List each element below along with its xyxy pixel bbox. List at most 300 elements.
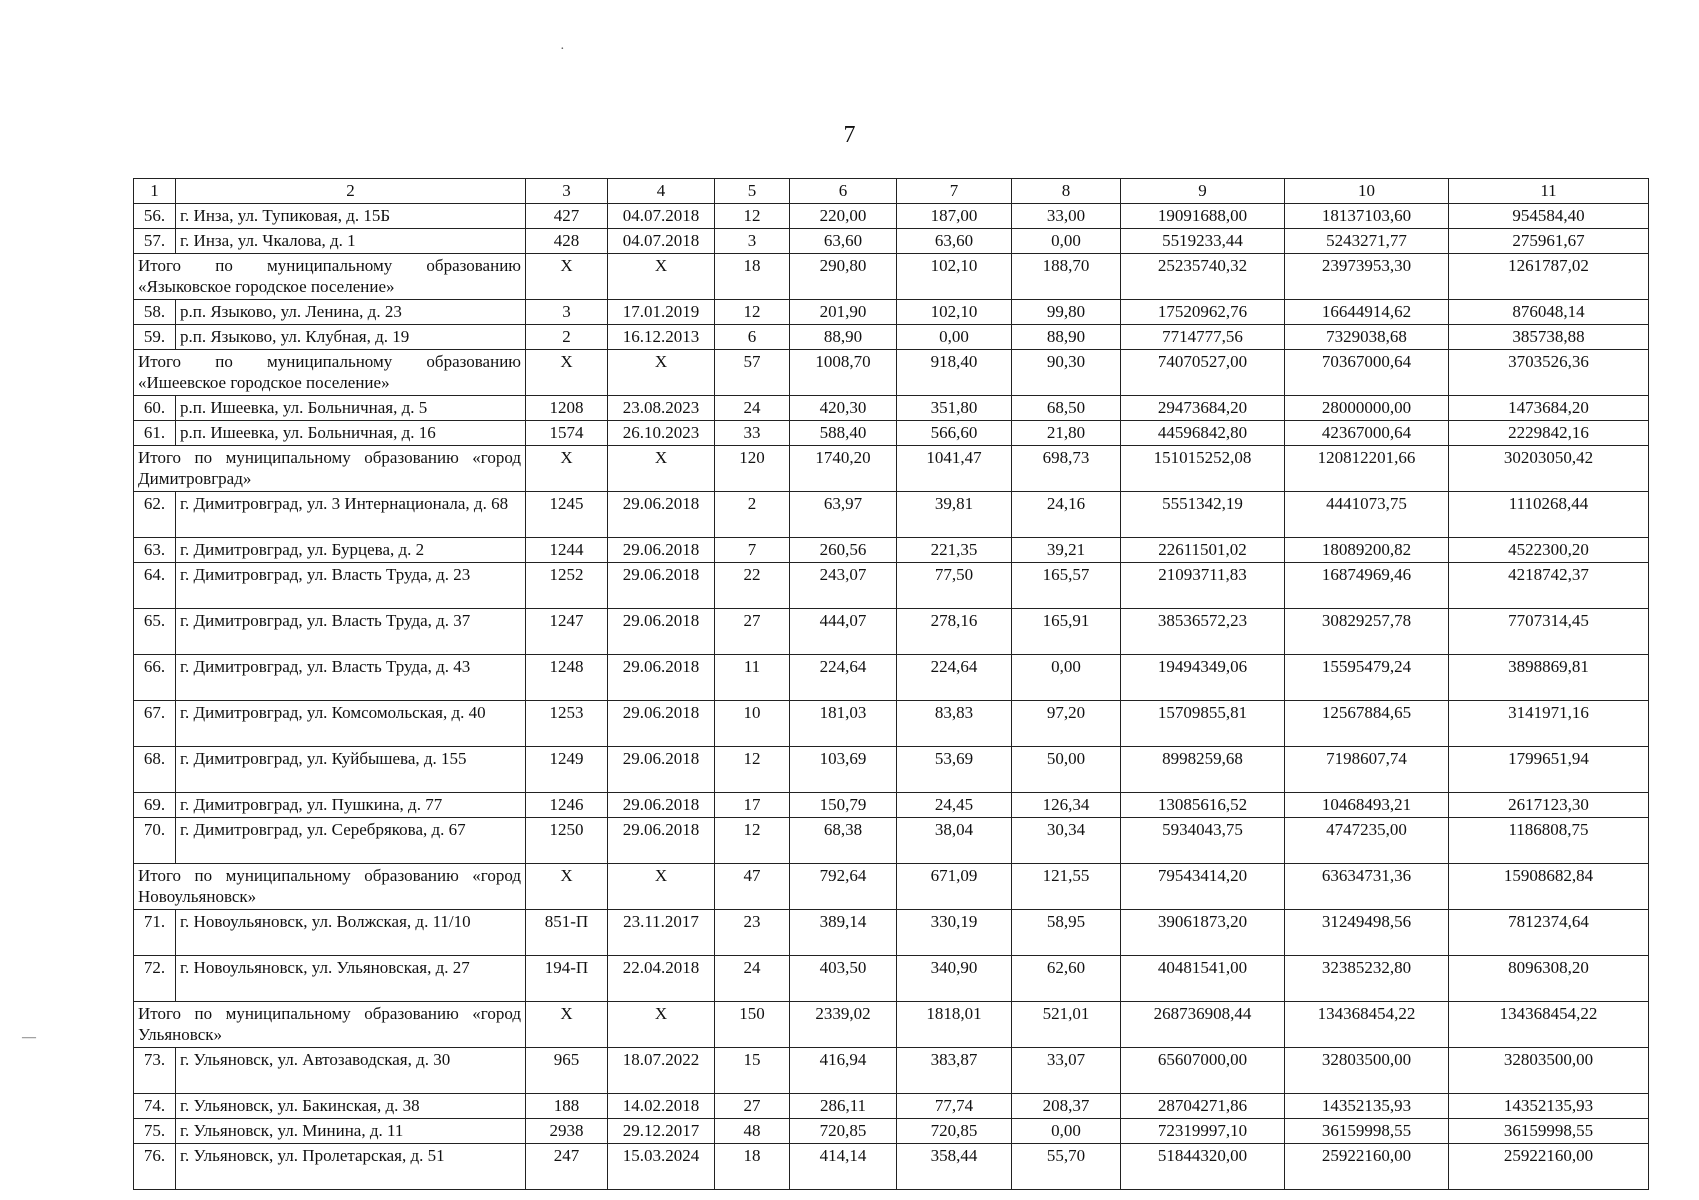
cell-col-4: 04.07.2018 xyxy=(608,229,715,254)
address-cell: г. Димитровград, ул. Серебрякова, д. 67 xyxy=(176,818,526,864)
cell-col-11: 36159998,55 xyxy=(1449,1119,1649,1144)
cell-col-10: 16874969,46 xyxy=(1285,563,1449,609)
subtotal-row xyxy=(134,254,1649,300)
cell-col-7: 278,16 xyxy=(897,609,1012,655)
cell-col-11: 7812374,64 xyxy=(1449,910,1649,956)
cell-col-5: 24 xyxy=(715,956,790,1002)
cell-col-7: 358,44 xyxy=(897,1144,1012,1190)
cell-col-8: 62,60 xyxy=(1012,956,1121,1002)
cell-col-5: 2 xyxy=(715,492,790,538)
cell-col-3: 2938 xyxy=(526,1119,608,1144)
cell-col-7: 224,64 xyxy=(897,655,1012,701)
address-cell: г. Димитровград, ул. Куйбышева, д. 155 xyxy=(176,747,526,793)
cell-col-4: 17.01.2019 xyxy=(608,300,715,325)
cell-col-10: 4747235,00 xyxy=(1285,818,1449,864)
cell-col-7: 1818,01 xyxy=(897,1002,1012,1048)
table-row xyxy=(134,538,1649,563)
cell-col-10: 63634731,36 xyxy=(1285,864,1449,910)
cell-col-10: 42367000,64 xyxy=(1285,421,1449,446)
cell-col-7: 53,69 xyxy=(897,747,1012,793)
cell-col-5: 12 xyxy=(715,818,790,864)
cell-col-5: 7 xyxy=(715,538,790,563)
cell-col-6: 1740,20 xyxy=(790,446,897,492)
cell-col-10: 120812201,66 xyxy=(1285,446,1449,492)
row-number: 65. xyxy=(134,609,176,655)
cell-col-4: X xyxy=(608,446,715,492)
cell-col-11: 3703526,36 xyxy=(1449,350,1649,396)
cell-col-8: 88,90 xyxy=(1012,325,1121,350)
cell-col-4: 14.02.2018 xyxy=(608,1094,715,1119)
cell-col-4: 29.06.2018 xyxy=(608,747,715,793)
cell-col-6: 63,60 xyxy=(790,229,897,254)
table-row xyxy=(134,204,1649,229)
cell-col-4: 29.06.2018 xyxy=(608,793,715,818)
cell-col-6: 286,11 xyxy=(790,1094,897,1119)
cell-col-5: 12 xyxy=(715,204,790,229)
row-number: 76. xyxy=(134,1144,176,1190)
cell-col-7: 187,00 xyxy=(897,204,1012,229)
table-row xyxy=(134,1144,1649,1190)
row-number: 57. xyxy=(134,229,176,254)
cell-col-6: 403,50 xyxy=(790,956,897,1002)
cell-col-7: 340,90 xyxy=(897,956,1012,1002)
cell-col-11: 1473684,20 xyxy=(1449,396,1649,421)
cell-col-7: 1041,47 xyxy=(897,446,1012,492)
cell-col-7: 671,09 xyxy=(897,864,1012,910)
cell-col-8: 0,00 xyxy=(1012,655,1121,701)
cell-col-7: 63,60 xyxy=(897,229,1012,254)
cell-col-6: 220,00 xyxy=(790,204,897,229)
cell-col-9: 74070527,00 xyxy=(1121,350,1285,396)
address-cell: г. Новоульяновск, ул. Ульяновская, д. 27 xyxy=(176,956,526,1002)
table-row xyxy=(134,655,1649,701)
cell-col-10: 25922160,00 xyxy=(1285,1144,1449,1190)
address-cell: р.п. Языково, ул. Клубная, д. 19 xyxy=(176,325,526,350)
cell-col-7: 102,10 xyxy=(897,254,1012,300)
table-row xyxy=(134,910,1649,956)
cell-col-11: 2229842,16 xyxy=(1449,421,1649,446)
cell-col-6: 2339,02 xyxy=(790,1002,897,1048)
cell-col-8: 126,34 xyxy=(1012,793,1121,818)
cell-col-11: 1186808,75 xyxy=(1449,818,1649,864)
header-cell: 9 xyxy=(1121,179,1285,204)
cell-col-8: 21,80 xyxy=(1012,421,1121,446)
cell-col-8: 33,07 xyxy=(1012,1048,1121,1094)
cell-col-9: 268736908,44 xyxy=(1121,1002,1285,1048)
cell-col-7: 351,80 xyxy=(897,396,1012,421)
cell-col-6: 243,07 xyxy=(790,563,897,609)
cell-col-5: 6 xyxy=(715,325,790,350)
table-row xyxy=(134,229,1649,254)
row-number: 59. xyxy=(134,325,176,350)
cell-col-10: 18089200,82 xyxy=(1285,538,1449,563)
cell-col-9: 5934043,75 xyxy=(1121,818,1285,864)
cell-col-5: 3 xyxy=(715,229,790,254)
cell-col-3: 1252 xyxy=(526,563,608,609)
address-cell: г. Димитровград, ул. Бурцева, д. 2 xyxy=(176,538,526,563)
address-cell: г. Димитровград, ул. Пушкина, д. 77 xyxy=(176,793,526,818)
cell-col-10: 7329038,68 xyxy=(1285,325,1449,350)
row-number: 75. xyxy=(134,1119,176,1144)
row-number: 64. xyxy=(134,563,176,609)
table-row xyxy=(134,1119,1649,1144)
header-cell: 3 xyxy=(526,179,608,204)
cell-col-7: 330,19 xyxy=(897,910,1012,956)
cell-col-10: 4441073,75 xyxy=(1285,492,1449,538)
cell-col-4: 16.12.2013 xyxy=(608,325,715,350)
cell-col-11: 15908682,84 xyxy=(1449,864,1649,910)
cell-col-8: 90,30 xyxy=(1012,350,1121,396)
cell-col-5: 23 xyxy=(715,910,790,956)
cell-col-3: 1246 xyxy=(526,793,608,818)
cell-col-5: 17 xyxy=(715,793,790,818)
address-cell: г. Ульяновск, ул. Бакинская, д. 38 xyxy=(176,1094,526,1119)
cell-col-11: 1110268,44 xyxy=(1449,492,1649,538)
cell-col-10: 31249498,56 xyxy=(1285,910,1449,956)
cell-col-3: 1244 xyxy=(526,538,608,563)
row-number: 71. xyxy=(134,910,176,956)
row-number: 69. xyxy=(134,793,176,818)
row-number: 58. xyxy=(134,300,176,325)
cell-col-5: 27 xyxy=(715,609,790,655)
cell-col-5: 27 xyxy=(715,1094,790,1119)
cell-col-10: 32803500,00 xyxy=(1285,1048,1449,1094)
cell-col-11: 30203050,42 xyxy=(1449,446,1649,492)
table-row xyxy=(134,701,1649,747)
table-row xyxy=(134,300,1649,325)
cell-col-7: 38,04 xyxy=(897,818,1012,864)
cell-col-10: 32385232,80 xyxy=(1285,956,1449,1002)
cell-col-4: 29.06.2018 xyxy=(608,701,715,747)
address-cell: р.п. Ишеевка, ул. Больничная, д. 5 xyxy=(176,396,526,421)
cell-col-6: 150,79 xyxy=(790,793,897,818)
address-cell: р.п. Языково, ул. Ленина, д. 23 xyxy=(176,300,526,325)
cell-col-9: 17520962,76 xyxy=(1121,300,1285,325)
table-row xyxy=(134,563,1649,609)
cell-col-6: 260,56 xyxy=(790,538,897,563)
subtotal-label: Итого по муниципальному образованию «город Ульяновск» xyxy=(134,1002,526,1048)
subtotal-row xyxy=(134,446,1649,492)
cell-col-6: 588,40 xyxy=(790,421,897,446)
cell-col-10: 12567884,65 xyxy=(1285,701,1449,747)
cell-col-6: 201,90 xyxy=(790,300,897,325)
subtotal-label: Итого по муниципальному образованию «город Новоульяновск» xyxy=(134,864,526,910)
table-row xyxy=(134,747,1649,793)
cell-col-5: 33 xyxy=(715,421,790,446)
cell-col-7: 720,85 xyxy=(897,1119,1012,1144)
cell-col-9: 21093711,83 xyxy=(1121,563,1285,609)
cell-col-11: 25922160,00 xyxy=(1449,1144,1649,1190)
cell-col-11: 134368454,22 xyxy=(1449,1002,1649,1048)
row-number: 68. xyxy=(134,747,176,793)
cell-col-7: 83,83 xyxy=(897,701,1012,747)
cell-col-8: 165,57 xyxy=(1012,563,1121,609)
cell-col-9: 40481541,00 xyxy=(1121,956,1285,1002)
cell-col-11: 385738,88 xyxy=(1449,325,1649,350)
cell-col-7: 77,74 xyxy=(897,1094,1012,1119)
row-number: 67. xyxy=(134,701,176,747)
cell-col-4: 29.06.2018 xyxy=(608,609,715,655)
address-cell: р.п. Ишеевка, ул. Больничная, д. 16 xyxy=(176,421,526,446)
cell-col-9: 28704271,86 xyxy=(1121,1094,1285,1119)
row-number: 63. xyxy=(134,538,176,563)
cell-col-3: 2 xyxy=(526,325,608,350)
row-number: 60. xyxy=(134,396,176,421)
cell-col-9: 151015252,08 xyxy=(1121,446,1285,492)
address-cell: г. Ульяновск, ул. Пролетарская, д. 51 xyxy=(176,1144,526,1190)
cell-col-10: 14352135,93 xyxy=(1285,1094,1449,1119)
cell-col-11: 3141971,16 xyxy=(1449,701,1649,747)
header-cell: 4 xyxy=(608,179,715,204)
header-cell: 7 xyxy=(897,179,1012,204)
row-number: 62. xyxy=(134,492,176,538)
cell-col-7: 383,87 xyxy=(897,1048,1012,1094)
cell-col-4: 23.11.2017 xyxy=(608,910,715,956)
cell-col-8: 0,00 xyxy=(1012,1119,1121,1144)
cell-col-5: 150 xyxy=(715,1002,790,1048)
cell-col-8: 24,16 xyxy=(1012,492,1121,538)
row-number: 70. xyxy=(134,818,176,864)
cell-col-3: 1247 xyxy=(526,609,608,655)
address-cell: г. Ульяновск, ул. Автозаводская, д. 30 xyxy=(176,1048,526,1094)
cell-col-10: 30829257,78 xyxy=(1285,609,1449,655)
header-row xyxy=(134,179,1649,204)
cell-col-7: 39,81 xyxy=(897,492,1012,538)
cell-col-4: 29.06.2018 xyxy=(608,818,715,864)
cell-col-5: 18 xyxy=(715,1144,790,1190)
cell-col-4: 15.03.2024 xyxy=(608,1144,715,1190)
cell-col-9: 19091688,00 xyxy=(1121,204,1285,229)
cell-col-11: 275961,67 xyxy=(1449,229,1649,254)
cell-col-4: X xyxy=(608,254,715,300)
header-cell: 6 xyxy=(790,179,897,204)
cell-col-4: 04.07.2018 xyxy=(608,204,715,229)
subtotal-label: Итого по муниципальному образованию «город Димитровград» xyxy=(134,446,526,492)
cell-col-8: 99,80 xyxy=(1012,300,1121,325)
cell-col-10: 28000000,00 xyxy=(1285,396,1449,421)
cell-col-4: 29.12.2017 xyxy=(608,1119,715,1144)
cell-col-8: 208,37 xyxy=(1012,1094,1121,1119)
cell-col-4: X xyxy=(608,864,715,910)
cell-col-4: X xyxy=(608,1002,715,1048)
cell-col-6: 1008,70 xyxy=(790,350,897,396)
cell-col-10: 7198607,74 xyxy=(1285,747,1449,793)
subtotal-row xyxy=(134,1002,1649,1048)
cell-col-11: 3898869,81 xyxy=(1449,655,1649,701)
cell-col-3: 194-П xyxy=(526,956,608,1002)
cell-col-6: 444,07 xyxy=(790,609,897,655)
row-number: 74. xyxy=(134,1094,176,1119)
address-cell: г. Инза, ул. Чкалова, д. 1 xyxy=(176,229,526,254)
cell-col-5: 120 xyxy=(715,446,790,492)
cell-col-3: 1245 xyxy=(526,492,608,538)
cell-col-3: X xyxy=(526,446,608,492)
cell-col-11: 4522300,20 xyxy=(1449,538,1649,563)
table-row xyxy=(134,1048,1649,1094)
subtotal-label: Итого по муниципальному образованию «Языковское городское поселение» xyxy=(134,254,526,300)
cell-col-4: 26.10.2023 xyxy=(608,421,715,446)
cell-col-8: 55,70 xyxy=(1012,1144,1121,1190)
cell-col-11: 954584,40 xyxy=(1449,204,1649,229)
cell-col-5: 18 xyxy=(715,254,790,300)
cell-col-9: 5551342,19 xyxy=(1121,492,1285,538)
header-cell: 2 xyxy=(176,179,526,204)
cell-col-8: 39,21 xyxy=(1012,538,1121,563)
page-number: 7 xyxy=(843,122,856,148)
cell-col-9: 7714777,56 xyxy=(1121,325,1285,350)
cell-col-7: 77,50 xyxy=(897,563,1012,609)
cell-col-9: 65607000,00 xyxy=(1121,1048,1285,1094)
cell-col-3: 1253 xyxy=(526,701,608,747)
cell-col-3: 428 xyxy=(526,229,608,254)
cell-col-6: 290,80 xyxy=(790,254,897,300)
cell-col-5: 15 xyxy=(715,1048,790,1094)
cell-col-3: X xyxy=(526,864,608,910)
cell-col-4: 18.07.2022 xyxy=(608,1048,715,1094)
cell-col-9: 29473684,20 xyxy=(1121,396,1285,421)
header-cell: 5 xyxy=(715,179,790,204)
cell-col-11: 4218742,37 xyxy=(1449,563,1649,609)
cell-col-3: 1248 xyxy=(526,655,608,701)
cell-col-9: 5519233,44 xyxy=(1121,229,1285,254)
cell-col-8: 698,73 xyxy=(1012,446,1121,492)
cell-col-7: 24,45 xyxy=(897,793,1012,818)
cell-col-7: 918,40 xyxy=(897,350,1012,396)
address-cell: г. Димитровград, ул. Власть Труда, д. 43 xyxy=(176,655,526,701)
cell-col-6: 416,94 xyxy=(790,1048,897,1094)
cell-col-9: 72319997,10 xyxy=(1121,1119,1285,1144)
cell-col-9: 19494349,06 xyxy=(1121,655,1285,701)
table-row xyxy=(134,421,1649,446)
cell-col-3: 427 xyxy=(526,204,608,229)
cell-col-6: 68,38 xyxy=(790,818,897,864)
subtotal-row xyxy=(134,864,1649,910)
cell-col-5: 10 xyxy=(715,701,790,747)
cell-col-4: 23.08.2023 xyxy=(608,396,715,421)
cell-col-5: 57 xyxy=(715,350,790,396)
row-number: 72. xyxy=(134,956,176,1002)
cell-col-9: 22611501,02 xyxy=(1121,538,1285,563)
cell-col-8: 521,01 xyxy=(1012,1002,1121,1048)
cell-col-8: 188,70 xyxy=(1012,254,1121,300)
cell-col-4: X xyxy=(608,350,715,396)
row-number: 56. xyxy=(134,204,176,229)
cell-col-8: 165,91 xyxy=(1012,609,1121,655)
cell-col-6: 720,85 xyxy=(790,1119,897,1144)
table-body xyxy=(134,204,1649,1190)
cell-col-3: X xyxy=(526,254,608,300)
address-cell: г. Инза, ул. Тупиковая, д. 15Б xyxy=(176,204,526,229)
cell-col-9: 39061873,20 xyxy=(1121,910,1285,956)
address-cell: г. Ульяновск, ул. Минина, д. 11 xyxy=(176,1119,526,1144)
table-row xyxy=(134,492,1649,538)
cell-col-5: 22 xyxy=(715,563,790,609)
cell-col-8: 97,20 xyxy=(1012,701,1121,747)
row-number: 73. xyxy=(134,1048,176,1094)
cell-col-9: 25235740,32 xyxy=(1121,254,1285,300)
cell-col-5: 12 xyxy=(715,300,790,325)
cell-col-10: 5243271,77 xyxy=(1285,229,1449,254)
subtotal-row xyxy=(134,350,1649,396)
cell-col-4: 29.06.2018 xyxy=(608,538,715,563)
cell-col-3: 247 xyxy=(526,1144,608,1190)
cell-col-5: 11 xyxy=(715,655,790,701)
table-row xyxy=(134,396,1649,421)
cell-col-10: 134368454,22 xyxy=(1285,1002,1449,1048)
cell-col-8: 58,95 xyxy=(1012,910,1121,956)
cell-col-10: 36159998,55 xyxy=(1285,1119,1449,1144)
cell-col-5: 12 xyxy=(715,747,790,793)
cell-col-11: 8096308,20 xyxy=(1449,956,1649,1002)
cell-col-11: 2617123,30 xyxy=(1449,793,1649,818)
cell-col-6: 88,90 xyxy=(790,325,897,350)
address-cell: г. Димитровград, ул. Комсомольская, д. 40 xyxy=(176,701,526,747)
cell-col-11: 876048,14 xyxy=(1449,300,1649,325)
table-row xyxy=(134,1094,1649,1119)
cell-col-6: 181,03 xyxy=(790,701,897,747)
header-cell: 8 xyxy=(1012,179,1121,204)
housing-register-table xyxy=(133,178,1649,1190)
cell-col-6: 63,97 xyxy=(790,492,897,538)
cell-col-10: 10468493,21 xyxy=(1285,793,1449,818)
cell-col-4: 29.06.2018 xyxy=(608,563,715,609)
cell-col-8: 50,00 xyxy=(1012,747,1121,793)
cell-col-9: 38536572,23 xyxy=(1121,609,1285,655)
cell-col-6: 420,30 xyxy=(790,396,897,421)
cell-col-3: 1249 xyxy=(526,747,608,793)
cell-col-10: 70367000,64 xyxy=(1285,350,1449,396)
cell-col-3: 1250 xyxy=(526,818,608,864)
cell-col-3: 1208 xyxy=(526,396,608,421)
cell-col-10: 23973953,30 xyxy=(1285,254,1449,300)
cell-col-3: 965 xyxy=(526,1048,608,1094)
cell-col-3: 3 xyxy=(526,300,608,325)
cell-col-11: 32803500,00 xyxy=(1449,1048,1649,1094)
cell-col-7: 221,35 xyxy=(897,538,1012,563)
address-cell: г. Димитровград, ул. Власть Труда, д. 37 xyxy=(176,609,526,655)
cell-col-8: 0,00 xyxy=(1012,229,1121,254)
header-cell: 1 xyxy=(134,179,176,204)
cell-col-8: 30,34 xyxy=(1012,818,1121,864)
cell-col-10: 18137103,60 xyxy=(1285,204,1449,229)
cell-col-4: 29.06.2018 xyxy=(608,492,715,538)
cell-col-4: 22.04.2018 xyxy=(608,956,715,1002)
address-cell: г. Димитровград, ул. Власть Труда, д. 23 xyxy=(176,563,526,609)
cell-col-4: 29.06.2018 xyxy=(608,655,715,701)
cell-col-8: 68,50 xyxy=(1012,396,1121,421)
cell-col-11: 7707314,45 xyxy=(1449,609,1649,655)
scan-mark-left: — xyxy=(22,1030,36,1045)
table-row xyxy=(134,793,1649,818)
scan-mark-top: · xyxy=(560,42,565,57)
cell-col-8: 33,00 xyxy=(1012,204,1121,229)
cell-col-10: 16644914,62 xyxy=(1285,300,1449,325)
cell-col-6: 792,64 xyxy=(790,864,897,910)
cell-col-8: 121,55 xyxy=(1012,864,1121,910)
table-row xyxy=(134,956,1649,1002)
cell-col-9: 79543414,20 xyxy=(1121,864,1285,910)
cell-col-7: 0,00 xyxy=(897,325,1012,350)
cell-col-9: 13085616,52 xyxy=(1121,793,1285,818)
cell-col-3: X xyxy=(526,350,608,396)
cell-col-6: 414,14 xyxy=(790,1144,897,1190)
cell-col-9: 44596842,80 xyxy=(1121,421,1285,446)
table-row xyxy=(134,818,1649,864)
cell-col-3: X xyxy=(526,1002,608,1048)
address-cell: г. Новоульяновск, ул. Волжская, д. 11/10 xyxy=(176,910,526,956)
cell-col-3: 851-П xyxy=(526,910,608,956)
cell-col-6: 103,69 xyxy=(790,747,897,793)
